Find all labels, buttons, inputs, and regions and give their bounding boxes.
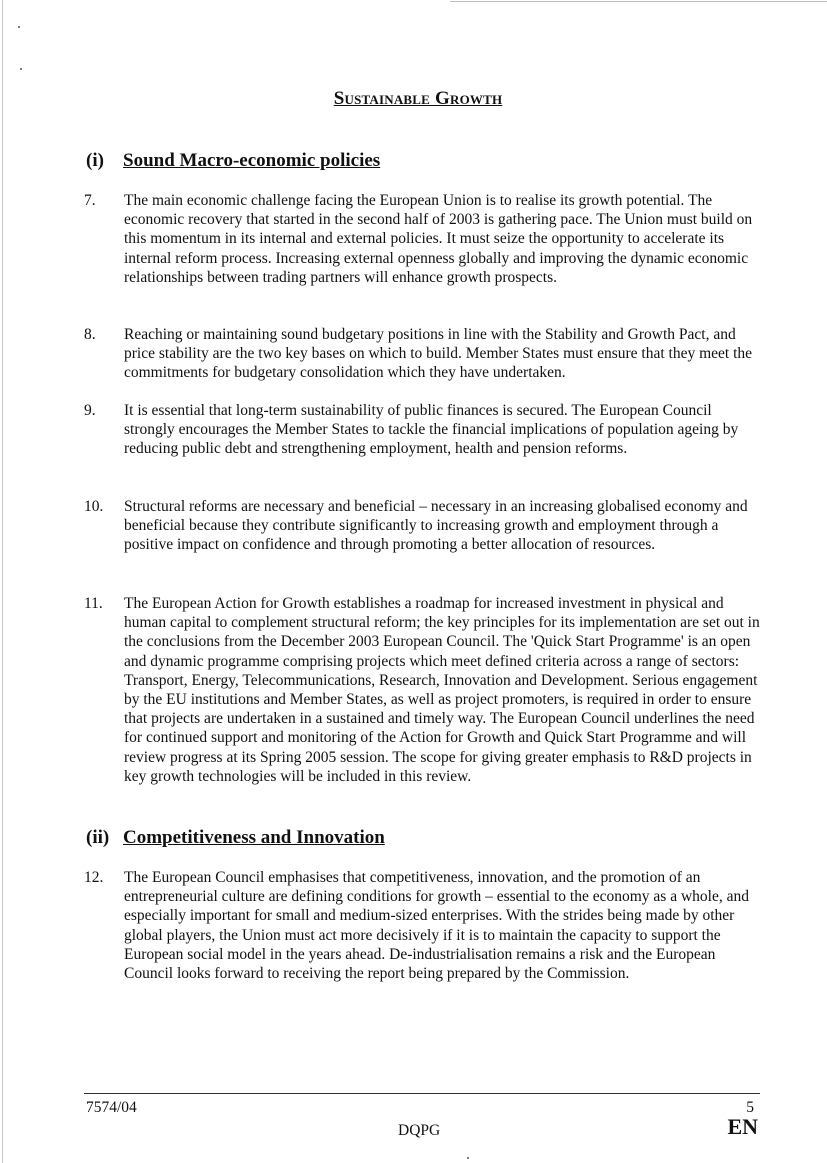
paragraph-text: The European Council emphasises that competitiveness, innovation, and the promotion of an entrepreneurial culture are defining conditions for growth – essential to the economy as a whole, and especially important for small and medium-sized enterprises. With the strides being made by other global players, the Union must act more decisively if it is to maintain the capacity to support the European social model in the years ahead. De-industrialisation remains a risk and the European Council looks forward to receiving the report being prepared by the Commission. bbox=[124, 869, 749, 983]
paragraph-number: 7. bbox=[84, 192, 96, 209]
section-title: Sound Macro-economic policies bbox=[123, 150, 381, 171]
section-number: (ii) bbox=[86, 827, 110, 848]
department-code: DQPG bbox=[398, 1122, 441, 1139]
paragraph-12 bbox=[84, 868, 764, 983]
paragraph-8 bbox=[84, 325, 764, 383]
paragraph-11 bbox=[84, 594, 764, 786]
scan-speck bbox=[467, 1157, 469, 1159]
paragraph-text: Reaching or maintaining sound budgetary positions in line with the Stability and Growth Pact, and price stability are the two key bases on which to build. Member States must ensure that they meet the commitments for budgetary consolidation which they have undertaken. bbox=[124, 326, 753, 382]
paragraph-7 bbox=[84, 191, 764, 287]
scan-edge-line bbox=[2, 0, 3, 1163]
paragraph-9 bbox=[84, 401, 764, 459]
scan-speck bbox=[20, 68, 22, 70]
paragraph-number: 11. bbox=[84, 595, 103, 612]
paragraph-text: The European Action for Growth establishes a roadmap for increased investment in physical and human capital to complement structural reform; the key principles for its implementation are set out in the conclusions from the December 2003 European Council. The 'Quick Start Programme' is an open and dynamic programme comprising projects which meet defined criteria across a range of sectors: Transport, Energy, Telecommunications, Research, Innovation and Development. Serious engagement by the EU institutions and Member States, as well as project promoters, is required in order to ensure that projects are undertaken in a sustained and timely way. The European Council underlines the need for continued support and monitoring of the Action for Growth and Quick Start Programme and will review progress at its Spring 2005 session. The scope for giving greater emphasis to R&D projects in key growth technologies will be included in this review. bbox=[124, 595, 760, 785]
paragraph-number: 8. bbox=[84, 326, 96, 343]
section-title: Competitiveness and Innovation bbox=[123, 827, 385, 848]
document-title: Sustainable Growth bbox=[333, 88, 503, 109]
paragraph-10 bbox=[84, 497, 764, 555]
paragraph-number: 12. bbox=[84, 869, 104, 886]
language-code: EN bbox=[727, 1114, 758, 1139]
footer-divider bbox=[84, 1093, 760, 1094]
paragraph-text: The main economic challenge facing the European Union is to realise its growth potential. The economic recovery that started in the second half of 2003 is gathering pace. The Union must build on this momentum in its internal and external policies. It must seize the opportunity to accelerate its internal reform process. Increasing external openness globally and improving the dynamic economic relationships between trading partners will enhance growth prospects. bbox=[124, 192, 753, 286]
section-heading-macro-economic bbox=[86, 150, 380, 172]
section-number: (i) bbox=[86, 150, 104, 171]
page-number: 5 bbox=[746, 1099, 754, 1116]
scan-speck bbox=[18, 26, 20, 28]
paragraph-text: Structural reforms are necessary and beneficial – necessary in an increasing globalised economy and beneficial because they contribute significantly to increasing growth and employment through a positive impact on confidence and through promoting a better allocation of resources. bbox=[124, 498, 748, 554]
scan-top-line bbox=[450, 1, 827, 2]
paragraph-number: 10. bbox=[84, 498, 104, 515]
paragraph-text: It is essential that long-term sustainability of public finances is secured. The European Council strongly encourages the Member States to tackle the financial implications of population ageing by reducing public debt and strengthening employment, health and pension reforms. bbox=[124, 402, 739, 458]
paragraph-number: 9. bbox=[84, 402, 96, 419]
document-reference: 7574/04 bbox=[86, 1099, 137, 1116]
section-heading-competitiveness bbox=[86, 827, 385, 849]
